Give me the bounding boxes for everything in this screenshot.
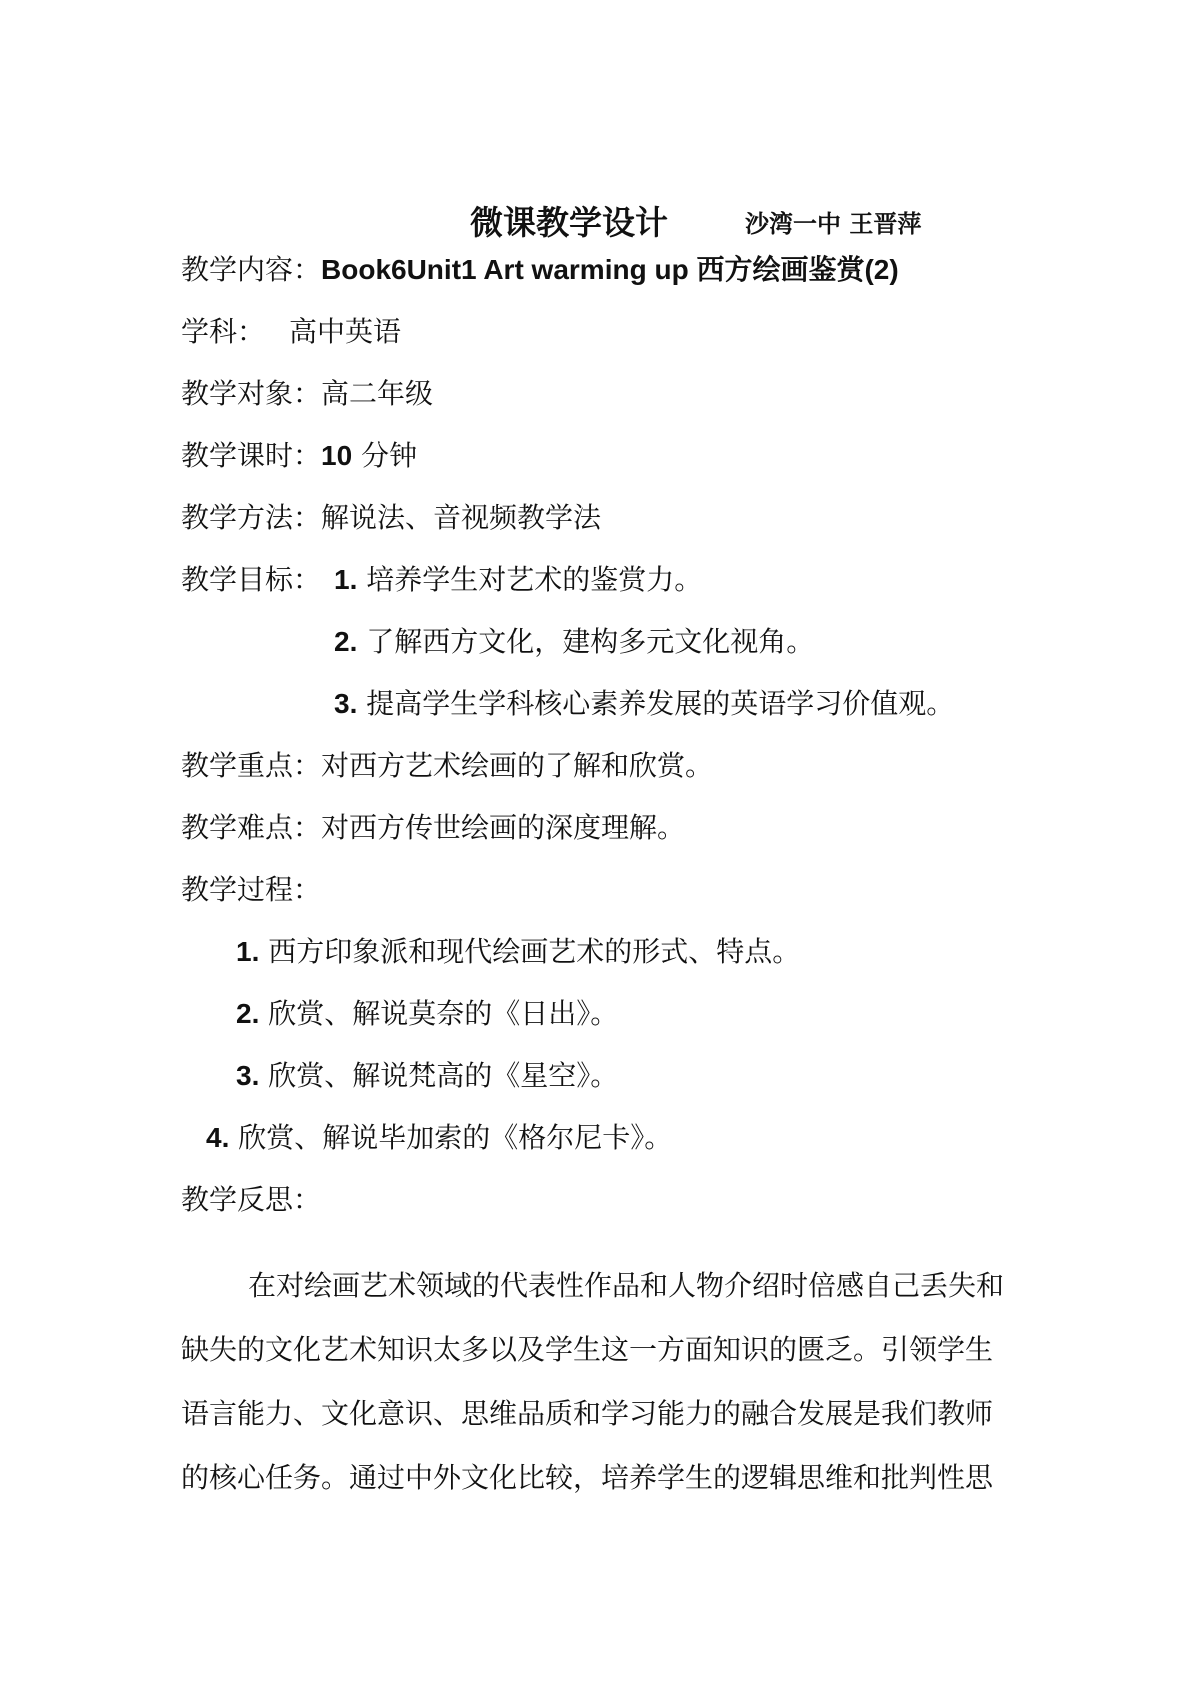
process-item <box>236 994 618 1034</box>
method-value: 解说法、音视频教学法 <box>321 501 602 534</box>
audience-label: 教学对象： <box>181 377 322 410</box>
goal-number: 3. <box>334 688 358 719</box>
content-label: 教学内容： <box>181 253 322 286</box>
goal-item <box>334 622 814 662</box>
content-value: Book6Unit1 Art warming up 西方绘画鉴赏(2) <box>321 254 899 285</box>
difficulty-label: 教学难点： <box>181 811 322 844</box>
method-label: 教学方法： <box>181 501 322 534</box>
process-item <box>206 1118 672 1158</box>
process-label: 教学过程： <box>181 873 322 906</box>
process-text: 欣赏、解说毕加索的《格尔尼卡》。 <box>229 1121 673 1154</box>
goals-label: 教学目标： <box>181 563 322 596</box>
goal-text: 提高学生学科核心素养发展的英语学习价值观。 <box>357 687 955 720</box>
reflection-line: 缺失的文化艺术知识太多以及学生这一方面知识的匮乏。引领学生 <box>181 1333 994 1366</box>
key-point-value: 对西方艺术绘画的了解和欣赏。 <box>321 749 714 782</box>
audience-value: 高二年级 <box>321 377 434 410</box>
goal-number: 1. <box>334 564 358 595</box>
goal-item <box>334 560 702 600</box>
goal-text: 了解西方文化，建构多元文化视角。 <box>357 625 815 658</box>
method-row <box>181 498 601 538</box>
process-number: 2. <box>236 998 260 1029</box>
subject-value: 高中英语 <box>289 315 402 348</box>
audience-row <box>181 374 433 414</box>
process-text: 欣赏、解说梵高的《星空》。 <box>259 1059 619 1092</box>
key-point-label: 教学重点： <box>181 749 322 782</box>
process-number: 1. <box>236 936 260 967</box>
duration-unit: 分钟 <box>352 439 418 472</box>
process-text: 西方印象派和现代绘画艺术的形式、特点。 <box>259 935 801 968</box>
author-line: 沙湾一中 王晋萍 <box>745 209 922 238</box>
subject-row <box>181 312 401 352</box>
reflection-line: 的核心任务。通过中外文化比较，培养学生的逻辑思维和批判性思 <box>181 1461 994 1494</box>
duration-label: 教学课时： <box>181 439 322 472</box>
duration-row <box>181 436 417 476</box>
difficulty-value: 对西方传世绘画的深度理解。 <box>321 811 686 844</box>
process-item <box>236 932 800 972</box>
reflection-line: 在对绘画艺术领域的代表性作品和人物介绍时倍感自己丢失和 <box>248 1269 1005 1302</box>
key-point-row <box>181 746 713 786</box>
document-title: 微课教学设计 <box>470 203 668 242</box>
reflection-line: 语言能力、文化意识、思维品质和学习能力的融合发展是我们教师 <box>181 1397 994 1430</box>
goal-number: 2. <box>334 626 358 657</box>
process-number: 4. <box>206 1122 230 1153</box>
content-row <box>181 250 899 290</box>
subject-label: 学科： <box>181 315 266 348</box>
goal-text: 培养学生对艺术的鉴赏力。 <box>357 563 703 596</box>
difficulty-row <box>181 808 685 848</box>
duration-number: 10 <box>321 440 353 471</box>
process-number: 3. <box>236 1060 260 1091</box>
process-text: 欣赏、解说莫奈的《日出》。 <box>259 997 619 1030</box>
goal-item <box>334 684 954 724</box>
reflection-label: 教学反思： <box>181 1183 322 1216</box>
process-item <box>236 1056 618 1096</box>
